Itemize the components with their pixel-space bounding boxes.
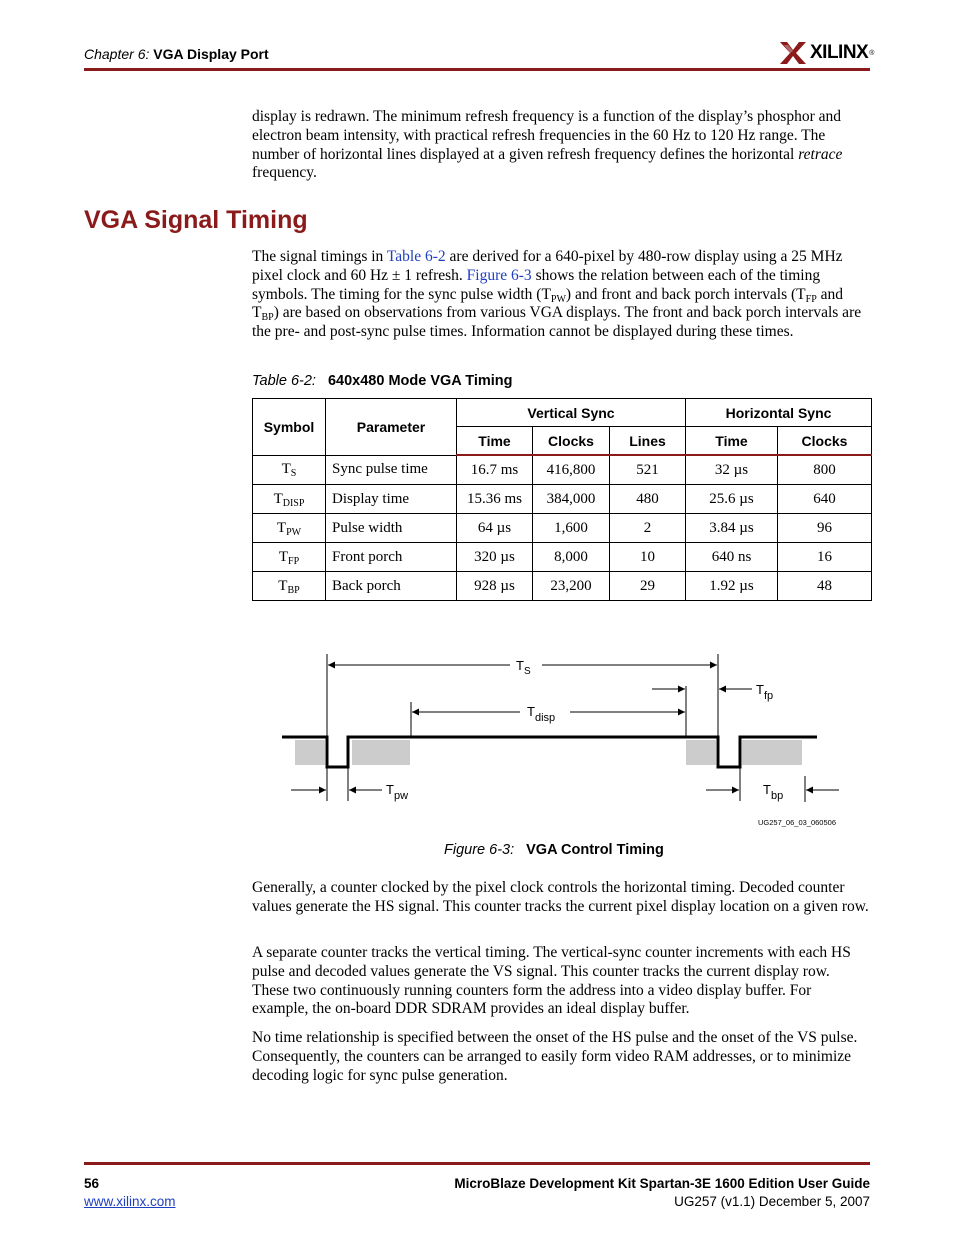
cell-v-clocks: 416,800 bbox=[533, 455, 610, 485]
timing-paragraph bbox=[252, 248, 870, 342]
cell-v-clocks: 8,000 bbox=[533, 543, 610, 572]
figure-caption-label: Figure 6-3: bbox=[444, 842, 515, 858]
cell-v-clocks: 1,600 bbox=[533, 514, 610, 543]
cell-v-lines: 10 bbox=[610, 543, 686, 572]
header-h-clocks: Clocks bbox=[778, 427, 872, 456]
table-link[interactable]: Table 6-2 bbox=[386, 248, 446, 265]
figure-caption-title: VGA Control Timing bbox=[526, 842, 664, 858]
cell-h-time: 640 ns bbox=[686, 543, 778, 572]
cell-v-lines: 521 bbox=[610, 455, 686, 485]
paragraph-horizontal-counter: Generally, a counter clocked by the pixel clock controls the horizontal timing. Decoded counter values generate the HS signal. This counter tracks the current pixel display location on a given row. bbox=[252, 879, 869, 915]
cell-h-time: 1.92 µs bbox=[686, 572, 778, 601]
table-caption-title: 640x480 Mode VGA Timing bbox=[327, 373, 513, 389]
symbol-subscript: DISP bbox=[282, 497, 305, 509]
blanking-region bbox=[686, 740, 716, 765]
sync-waveform bbox=[282, 737, 817, 767]
cell-h-clocks: 640 bbox=[778, 485, 872, 514]
website-link[interactable]: www.xilinx.com bbox=[84, 1194, 176, 1209]
cell-h-clocks: 96 bbox=[778, 514, 872, 543]
text: and T bbox=[252, 285, 844, 322]
cell-v-time: 64 µs bbox=[457, 514, 533, 543]
header-vertical-sync: Vertical Sync bbox=[457, 399, 686, 427]
subscript: PW bbox=[550, 293, 566, 305]
symbol-letter: T bbox=[276, 519, 287, 536]
text: The signal timings in bbox=[252, 248, 387, 265]
table-row bbox=[253, 572, 872, 601]
header-v-lines: Lines bbox=[610, 427, 686, 456]
figure-link[interactable]: Figure 6-3 bbox=[466, 266, 532, 284]
cell-v-time: 15.36 ms bbox=[457, 485, 533, 514]
footer-rule bbox=[84, 1162, 870, 1165]
label-tfp: $T_{fp}$ bbox=[756, 682, 774, 702]
cell-parameter: Back porch bbox=[326, 572, 457, 601]
vga-timing-table bbox=[252, 398, 872, 601]
cell-v-lines: 2 bbox=[610, 514, 686, 543]
xilinx-logo bbox=[780, 40, 874, 66]
symbol-subscript: S bbox=[290, 468, 297, 480]
intro-text-end: frequency. bbox=[252, 164, 317, 182]
header-rule bbox=[84, 68, 870, 71]
symbol-subscript: FP bbox=[288, 555, 300, 567]
document-title: MicroBlaze Development Kit Spartan-3E 1600 Edition User Guide bbox=[454, 1176, 870, 1191]
cell-h-time: 3.84 µs bbox=[686, 514, 778, 543]
paragraph-vertical-counter: A separate counter tracks the vertical timing. The vertical-sync counter increments with each HS pulse and decoded values generate the VS signal. This counter tracks the current display row. These two continuously running counters form the address into a video display buffer. For example, the on-board DDR SDRAM provides an ideal display buffer. bbox=[252, 944, 851, 1018]
blanking-region bbox=[295, 740, 325, 765]
text: are derived for a 640-pixel by 480-row display using a 25 MHz pixel clock and 60 Hz ± 1 refresh. bbox=[252, 248, 843, 284]
subscript: BP bbox=[261, 312, 274, 324]
cell-h-time: 32 µs bbox=[686, 455, 778, 485]
cell-h-clocks: 48 bbox=[778, 572, 872, 601]
table-row bbox=[253, 543, 872, 572]
header-v-time: Time bbox=[457, 427, 533, 456]
cell-symbol bbox=[253, 543, 326, 572]
paragraph-time-relationship: No time relationship is specified between the onset of the HS pulse and the onset of the VS pulse. Consequently, the counters can be arranged to easily form video RAM addresses, or to minimize decoding logic for sync pulse generation. bbox=[252, 1029, 858, 1084]
text: shows the relation between each of the timing symbols. The timing for the sync pulse width (T bbox=[252, 266, 821, 303]
symbol-letter: T bbox=[278, 577, 288, 594]
symbol-letter: T bbox=[281, 461, 291, 478]
table-row bbox=[253, 455, 872, 485]
cell-v-time: 320 µs bbox=[457, 543, 533, 572]
table-row bbox=[253, 514, 872, 543]
figure-code: UG257_06_03_060506 bbox=[758, 818, 836, 827]
header-h-time: Time bbox=[686, 427, 778, 456]
cell-symbol bbox=[253, 485, 326, 514]
registered-mark: ® bbox=[869, 49, 875, 57]
chapter-label: Chapter 6: bbox=[84, 46, 150, 62]
cell-h-time: 25.6 µs bbox=[686, 485, 778, 514]
cell-symbol bbox=[253, 572, 326, 601]
header-v-clocks: Clocks bbox=[533, 427, 610, 456]
cell-v-time: 928 µs bbox=[457, 572, 533, 601]
cell-parameter: Pulse width bbox=[326, 514, 457, 543]
cell-h-clocks: 16 bbox=[778, 543, 872, 572]
symbol-letter: T bbox=[278, 548, 289, 565]
label-tbp: $T_{bp}$ bbox=[763, 782, 784, 802]
symbol-subscript: PW bbox=[286, 526, 302, 538]
table-caption bbox=[252, 373, 513, 389]
chapter-title: VGA Display Port bbox=[153, 46, 269, 62]
page-number: 56 bbox=[84, 1176, 100, 1191]
header-symbol: Symbol bbox=[253, 399, 326, 456]
cell-parameter: Front porch bbox=[326, 543, 457, 572]
cell-v-time: 16.7 ms bbox=[457, 455, 533, 485]
cell-v-lines: 480 bbox=[610, 485, 686, 514]
label-tpw: $T_{pw}$ bbox=[386, 782, 409, 802]
table-caption-label: Table 6-2: bbox=[252, 373, 316, 389]
document-version: UG257 (v1.1) December 5, 2007 bbox=[674, 1194, 870, 1209]
cell-parameter: Display time bbox=[326, 485, 457, 514]
cell-parameter: Sync pulse time bbox=[326, 455, 457, 485]
intro-text: display is redrawn. The minimum refresh frequency is a function of the display’s phosphor and electron beam intensity, with practical refresh frequencies in the 60 Hz to 120 Hz range. The number of horizontal lines displayed at a given refresh frequency defines the horizontal bbox=[252, 108, 842, 163]
cell-symbol bbox=[253, 514, 326, 543]
intro-paragraph bbox=[252, 108, 870, 183]
section-title: VGA Signal Timing bbox=[84, 206, 308, 234]
header-parameter: Parameter bbox=[326, 399, 457, 456]
label-ts: $T_S$ bbox=[516, 658, 531, 677]
blanking-region bbox=[352, 740, 410, 765]
figure-caption bbox=[444, 842, 664, 858]
cell-v-clocks: 23,200 bbox=[533, 572, 610, 601]
text: ) are based on observations from various VGA displays. The front and back porch intervals are the pre- and post-sync pulse times. Information cannot be displayed during these times. bbox=[252, 304, 862, 341]
xilinx-mark-icon bbox=[780, 42, 806, 64]
label-tdisp: $T_{disp}$ bbox=[527, 704, 556, 724]
symbol-subscript: BP bbox=[287, 584, 300, 596]
cell-v-clocks: 384,000 bbox=[533, 485, 610, 514]
table-row bbox=[253, 485, 872, 514]
intro-italic: retrace bbox=[798, 145, 843, 163]
cell-v-lines: 29 bbox=[610, 572, 686, 601]
logo-text: XILINX bbox=[810, 42, 869, 63]
running-header bbox=[84, 46, 269, 62]
symbol-letter: T bbox=[273, 490, 283, 507]
cell-symbol bbox=[253, 455, 326, 485]
text: ) and front and back porch intervals (T bbox=[565, 285, 806, 303]
header-horizontal-sync: Horizontal Sync bbox=[686, 399, 872, 427]
subscript: FP bbox=[805, 293, 817, 305]
cell-h-clocks: 800 bbox=[778, 455, 872, 485]
blanking-region bbox=[742, 740, 802, 765]
